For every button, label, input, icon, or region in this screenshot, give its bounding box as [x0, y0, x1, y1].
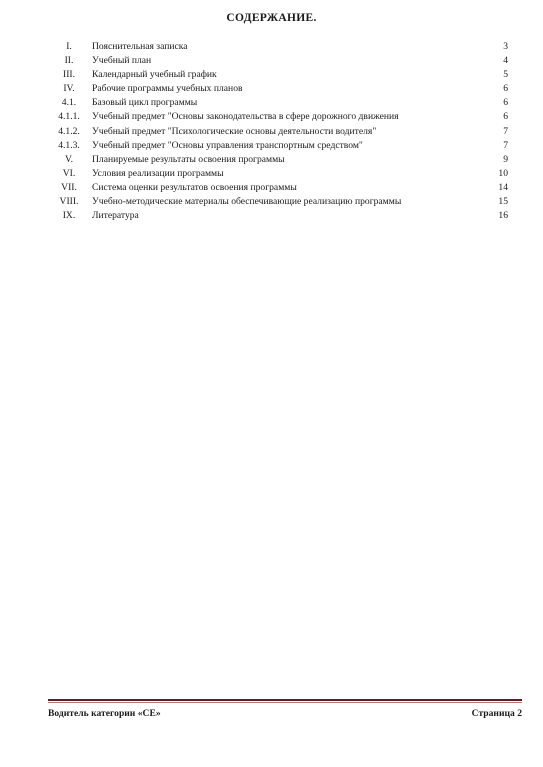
toc-page-number: 5	[503, 69, 508, 81]
toc-number: III.	[63, 69, 75, 81]
toc-title: Условия реализации программы	[92, 167, 224, 179]
toc-page-number: 10	[498, 167, 508, 179]
toc-row-1	[48, 40, 508, 54]
toc-row-3	[48, 68, 508, 82]
toc-page-number: 7	[503, 125, 508, 137]
toc-row-2	[48, 54, 508, 68]
toc-page-number: 15	[498, 196, 508, 208]
toc-page-number: 7	[503, 139, 508, 151]
toc-number: V.	[64, 153, 74, 165]
toc-row-13	[48, 209, 508, 223]
toc-title: Учебный план	[92, 55, 152, 67]
toc-title: Базовый цикл программы	[92, 97, 198, 109]
toc-number: 4.1.3.	[58, 139, 80, 151]
toc-page-number: 4	[503, 55, 508, 67]
toc-row-6	[48, 110, 508, 124]
toc-row-11	[48, 181, 508, 195]
toc-number: I.	[66, 41, 72, 52]
toc-number: II.	[64, 55, 74, 67]
footer-divider	[48, 699, 522, 701]
toc-title: Учебный предмет "Основы законодательства в сфере дорожного движения	[92, 111, 399, 123]
toc-row-8	[48, 139, 508, 153]
toc-title: Пояснительная записка	[92, 41, 188, 52]
toc-title: Система оценки результатов освоения программы	[92, 181, 297, 193]
toc-row-12	[48, 195, 508, 209]
page-footer	[48, 708, 522, 719]
toc-page-number: 6	[503, 83, 508, 95]
toc-title: Учебный предмет "Основы управления транспортным средством"	[92, 139, 363, 151]
toc-number: 4.1.	[61, 97, 77, 109]
footer-page-number: Страница 2	[471, 708, 522, 719]
toc-number: IX.	[62, 210, 76, 222]
toc-row-5	[48, 96, 508, 110]
toc-title: Рабочие программы учебных планов	[92, 83, 243, 95]
toc-page-number: 6	[503, 97, 508, 109]
toc-title: Учебно-методические материалы обеспечивающие реализацию программы	[92, 196, 402, 208]
toc-title: Календарный учебный график	[92, 69, 217, 81]
toc-number: IV.	[63, 83, 75, 95]
toc-page-number: 14	[498, 181, 508, 193]
toc-row-7	[48, 125, 508, 139]
toc-row-4	[48, 82, 508, 96]
toc-number: VII.	[61, 181, 77, 193]
toc-number: 4.1.1.	[58, 111, 80, 123]
footer-divider-thin	[48, 702, 522, 703]
toc-row-10	[48, 167, 508, 181]
toc-number: VI.	[62, 167, 76, 179]
footer-document-name: Водитель категории «СЕ»	[48, 708, 161, 719]
toc-number: 4.1.2.	[58, 125, 80, 137]
toc-row-9	[48, 153, 508, 167]
toc-page-number: 3	[503, 41, 508, 52]
table-of-contents	[48, 40, 508, 223]
toc-title: Планируемые результаты освоения программы	[92, 153, 285, 165]
toc-page-number: 9	[503, 153, 508, 165]
toc-title: Учебный предмет "Психологические основы деятельности водителя"	[92, 125, 377, 137]
toc-page-number: 6	[503, 111, 508, 123]
page-title: СОДЕРЖАНИЕ.	[226, 12, 317, 24]
toc-title: Литература	[92, 210, 139, 222]
toc-page-number: 16	[498, 210, 508, 222]
toc-number: VIII.	[59, 196, 79, 208]
